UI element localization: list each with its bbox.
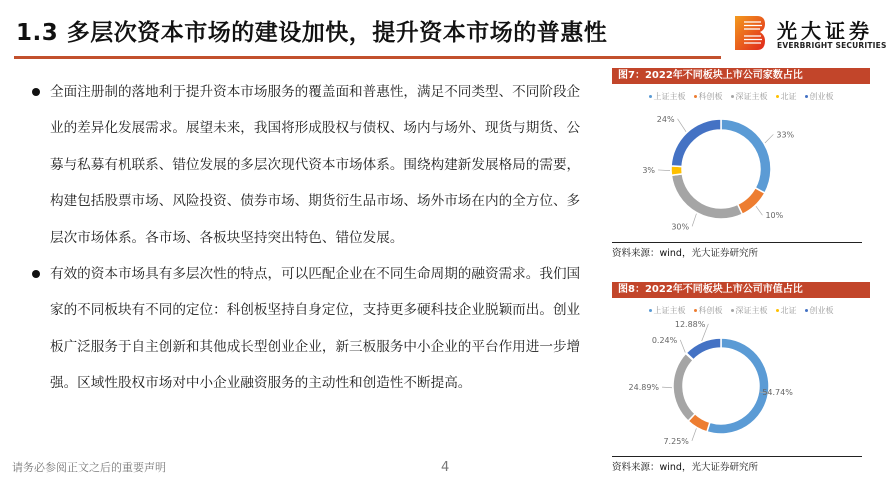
donut-slice bbox=[673, 353, 695, 421]
legend-item: 深证主板 bbox=[731, 305, 768, 316]
source-divider bbox=[612, 456, 862, 457]
paragraph-text: 全面注册制的落地利于提升资本市场服务的覆盖面和普惠性，满足不同类型、不同阶段企业的差异化发展需求。展望未来，我国将形成股权与债权、场内与场外、现货与期货、公募与私募有机联系、错位发展的多层次现代资本市场体系。围绕构建新发展格局的需要，构建包括股票市场、风险投资、债券市场、期货衍生品市场、场外市场在内的全方位、多层次市场体系。各市场、各板块坚持突出特色、错位发展。 bbox=[50, 84, 581, 246]
brand-logo bbox=[735, 14, 887, 54]
bullet-paragraph bbox=[24, 256, 584, 402]
legend-item: 上证主板 bbox=[649, 91, 686, 102]
bullet-icon bbox=[32, 88, 40, 96]
title-divider bbox=[14, 56, 721, 59]
legend-item: 创业板 bbox=[805, 91, 834, 102]
data-label: 54.74% bbox=[762, 387, 793, 397]
chart-source: 资料来源：wind，光大证券研究所 bbox=[612, 462, 758, 473]
bullet-icon bbox=[32, 270, 40, 278]
page-number: 4 bbox=[441, 460, 450, 475]
data-label: 3% bbox=[642, 165, 656, 175]
source-divider bbox=[612, 242, 862, 243]
data-label: 24.89% bbox=[628, 383, 660, 393]
legend-item: 深证主板 bbox=[731, 91, 768, 102]
donut-slice bbox=[721, 119, 771, 193]
donut-slice bbox=[671, 174, 742, 219]
legend-item: 科创板 bbox=[694, 305, 723, 316]
donut-chart bbox=[612, 316, 870, 456]
data-label: 24% bbox=[656, 114, 675, 124]
body-text bbox=[24, 74, 584, 402]
page-title: 1.3 多层次资本市场的建设加快，提升资本市场的普惠性 bbox=[16, 20, 608, 46]
chart-company-count bbox=[612, 68, 870, 259]
legend-item: 创业板 bbox=[805, 305, 834, 316]
donut-chart bbox=[612, 102, 870, 242]
legend-item: 科创板 bbox=[694, 91, 723, 102]
data-label: 10% bbox=[765, 211, 784, 221]
legend-item: 上证主板 bbox=[649, 305, 686, 316]
everbright-logo-icon bbox=[735, 16, 765, 50]
brand-name-en: EVERBRIGHT SECURITIES bbox=[777, 41, 887, 50]
bullet-paragraph bbox=[24, 74, 584, 256]
data-label: 12.88% bbox=[674, 319, 706, 329]
brand-name-cn: 光大证券 bbox=[777, 19, 873, 43]
chart-source: 资料来源：wind，光大证券研究所 bbox=[612, 248, 758, 259]
data-label: 7.25% bbox=[663, 436, 689, 446]
disclaimer-note: 请务必参阅正文之后的重要声明 bbox=[12, 461, 166, 474]
data-label: 33% bbox=[776, 130, 795, 140]
data-label: 30% bbox=[671, 222, 690, 232]
donut-slice bbox=[686, 338, 721, 360]
donut-slice bbox=[671, 119, 721, 167]
chart-market-cap bbox=[612, 282, 870, 473]
chart-legend bbox=[612, 91, 870, 102]
donut-slice bbox=[671, 166, 682, 175]
donut-slice bbox=[707, 338, 769, 434]
chart-title: 图8：2022年不同板块上市公司市值占比 bbox=[612, 282, 870, 298]
data-label: 0.24% bbox=[651, 335, 678, 345]
legend-item: 北证 bbox=[776, 91, 797, 102]
donut-slice bbox=[738, 188, 765, 214]
chart-title: 图7：2022年不同板块上市公司家数占比 bbox=[612, 68, 870, 84]
legend-item: 北证 bbox=[776, 305, 797, 316]
paragraph-text: 有效的资本市场具有多层次性的特点，可以匹配企业在不同生命周期的融资需求。我们国家的不同板块有不同的定位：科创板坚持自身定位，支持更多硬科技企业脱颖而出。创业板广泛服务于自主创新和其他成长型创业企业，新三板服务中小企业的平台作用进一步增强。区域性股权市场对中小企业融资服务的主动性和创造性不断提高。 bbox=[50, 266, 581, 392]
chart-legend bbox=[612, 305, 870, 316]
